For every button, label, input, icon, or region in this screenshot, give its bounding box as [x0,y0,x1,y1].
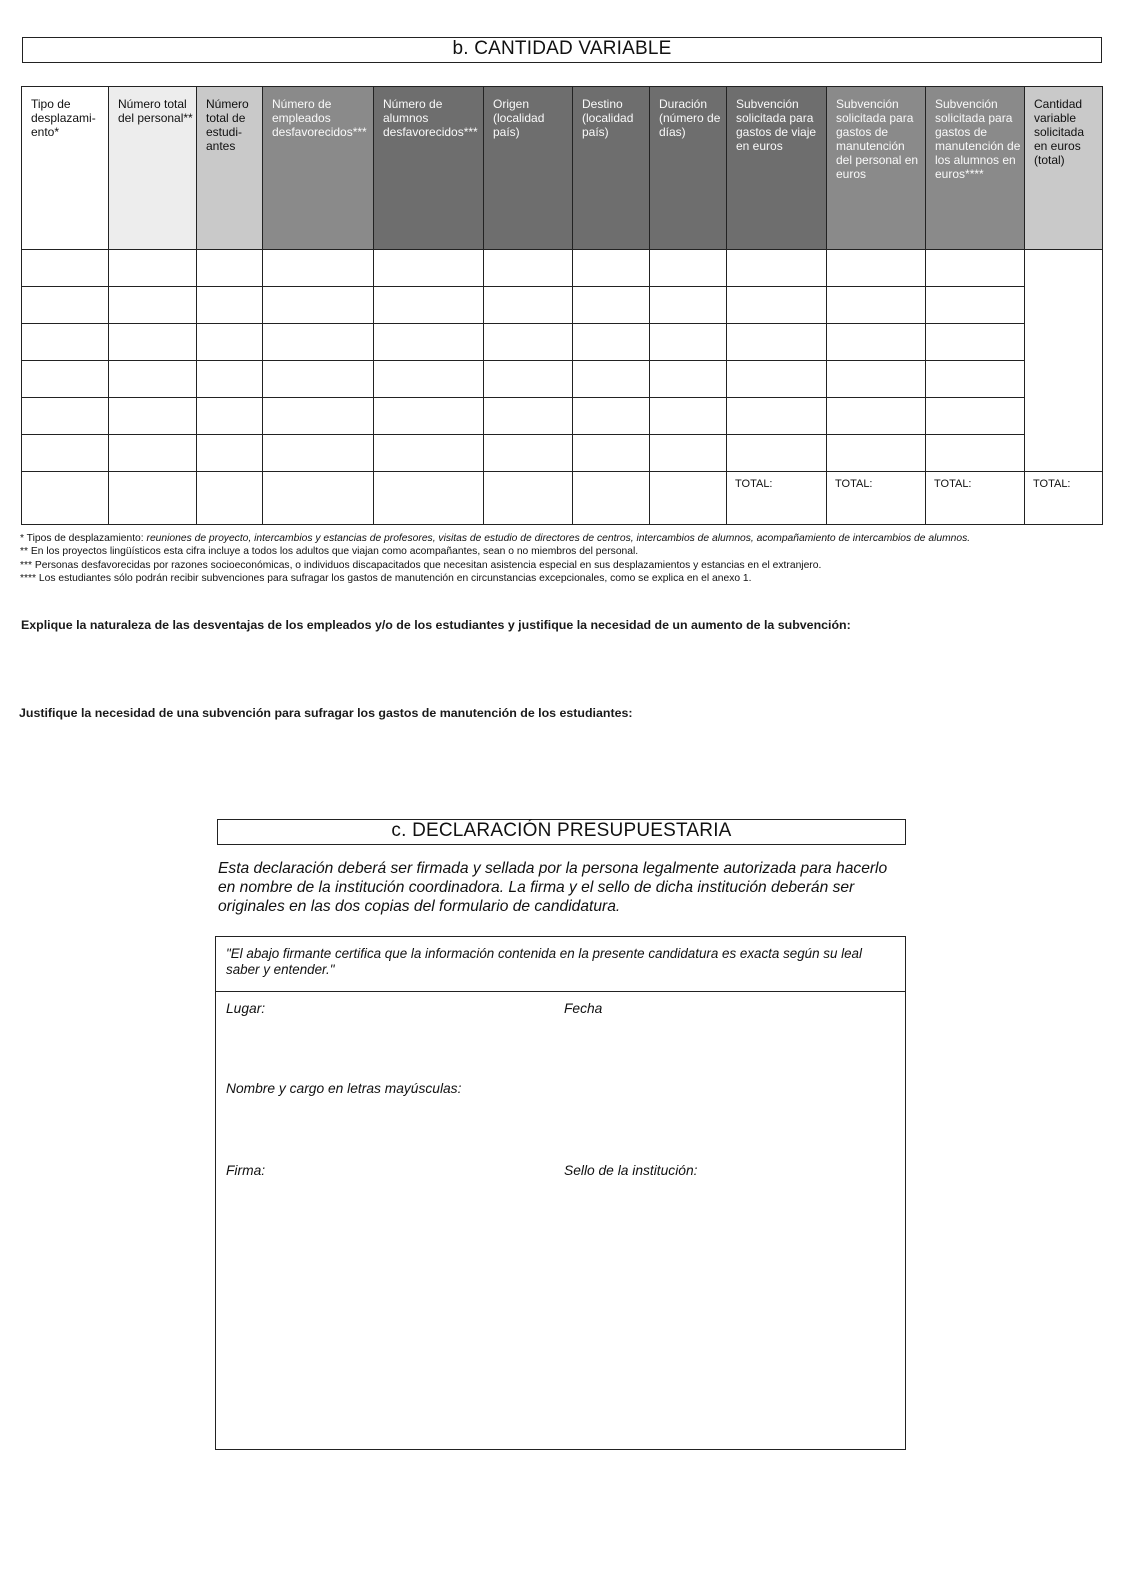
table-cell[interactable] [197,324,263,361]
table-cell[interactable] [727,398,827,435]
table-total-row [22,472,1103,525]
header-trip-type: Tipo de desplazami-ento* [22,87,109,250]
table-cell[interactable] [727,250,827,287]
table-cell[interactable] [22,435,109,472]
institution-stamp-field[interactable]: Sello de la institución: [564,1163,698,1178]
table-cell[interactable] [197,435,263,472]
table-cell[interactable] [484,287,573,324]
header-total-staff: Número total del personal** [109,87,197,250]
table-row [22,398,1103,435]
table-cell[interactable] [573,435,650,472]
table-cell[interactable] [22,472,109,525]
table-cell[interactable] [484,435,573,472]
table-cell[interactable] [926,324,1025,361]
table-cell[interactable] [22,250,109,287]
table-cell[interactable] [727,361,827,398]
table-row [22,435,1103,472]
table-cell[interactable] [573,250,650,287]
table-cell[interactable] [827,324,926,361]
footnote-disadvantaged: *** Personas desfavorecidas por razones socioeconómicas, o individuos discapacitados que necesitan asistencia especial en sus desplazamientos y estancias en el extranjero. [20,559,822,571]
table-cell[interactable] [573,361,650,398]
table-cell[interactable] [22,398,109,435]
table-cell[interactable] [827,398,926,435]
footnote-students: **** Los estudiantes sólo podrán recibir subvenciones para sufragar los gastos de manutención en circunstancias excepcionales, como se explica en el anexo 1. [20,573,752,585]
header-total-students: Número total de estudi-antes [197,87,263,250]
table-cell[interactable] [827,250,926,287]
section-c-title: c. DECLARACIÓN PRESUPUESTARIA [217,819,906,845]
table-cell[interactable] [484,250,573,287]
total-variable-amount[interactable]: TOTAL: [1025,472,1103,525]
maintenance-justification-prompt: Justifique la necesidad de una subvención para sufragar los gastos de manutención de los estudiantes: [19,706,633,720]
table-cell[interactable] [197,361,263,398]
header-travel-grant: Subvención solicitada para gastos de viaje en euros [727,87,827,250]
table-cell[interactable] [926,250,1025,287]
variable-amount-table [21,86,1103,525]
table-cell[interactable] [374,361,484,398]
table-cell[interactable] [109,250,197,287]
table-row [22,287,1103,324]
total-staff-subsistence[interactable]: TOTAL: [827,472,926,525]
declaration-box [215,936,906,1450]
signature-field[interactable]: Firma: [226,1163,266,1178]
header-duration: Duración (número de días) [650,87,727,250]
table-cell[interactable] [727,287,827,324]
table-cell[interactable] [926,435,1025,472]
table-cell[interactable] [727,324,827,361]
table-cell[interactable] [374,472,484,525]
header-student-subsistence-grant: Subvención solicitada para gastos de manutención de los alumnos en euros**** [926,87,1025,250]
table-cell[interactable] [650,250,727,287]
table-cell[interactable] [374,250,484,287]
footnote-text: reuniones de proyecto, intercambios y estancias de profesores, visitas de estudio de directores de centros, intercambios de alumnos, acompañamiento de intercambios de alumnos. [146,533,971,544]
table-cell[interactable] [374,324,484,361]
table-row [22,361,1103,398]
table-cell[interactable] [263,398,374,435]
date-field[interactable]: Fecha [564,1001,603,1016]
table-cell[interactable] [573,287,650,324]
table-header-row [22,87,1103,250]
table-cell[interactable] [484,398,573,435]
variable-total-cell[interactable] [1025,250,1103,472]
header-disadvantaged-staff: Número de empleados desfavorecidos*** [263,87,374,250]
footnotes [20,532,1120,586]
table-cell[interactable] [109,398,197,435]
table-cell[interactable] [197,398,263,435]
table-cell[interactable] [109,324,197,361]
total-student-subsistence[interactable]: TOTAL: [926,472,1025,525]
certification-quote: "El abajo firmante certifica que la información contenida en la presente candidatura es exacta según su leal saber y entender." [226,946,862,977]
header-staff-subsistence-grant: Subvención solicitada para gastos de manutención del personal en euros [827,87,926,250]
table-row [22,250,1103,287]
table-cell[interactable] [484,324,573,361]
table-cell[interactable] [650,398,727,435]
table-cell[interactable] [263,361,374,398]
table-cell[interactable] [109,361,197,398]
name-position-field[interactable]: Nombre y cargo en letras mayúsculas: [226,1081,462,1096]
table-cell[interactable] [263,435,374,472]
table-cell[interactable] [827,361,926,398]
place-field[interactable]: Lugar: [226,1001,266,1016]
table-cell[interactable] [263,250,374,287]
total-travel-grant[interactable]: TOTAL: [727,472,827,525]
table-cell[interactable] [650,435,727,472]
footnote-staff: ** En los proyectos lingüísticos esta cifra incluye a todos los adultos que viajan como acompañantes, sean o no miembros del personal. [20,546,639,558]
divider [216,991,905,992]
table-row [22,324,1103,361]
table-cell[interactable] [109,435,197,472]
table-cell[interactable] [926,398,1025,435]
table-cell[interactable] [263,324,374,361]
header-variable-total: Cantidad variable solicitada en euros (total) [1025,87,1103,250]
table-cell[interactable] [926,361,1025,398]
table-cell[interactable] [573,324,650,361]
table-cell[interactable] [827,435,926,472]
table-cell[interactable] [650,324,727,361]
disadvantages-justification-prompt: Explique la naturaleza de las desventajas de los empleados y/o de los estudiantes y justifique la necesidad de un aumento de la subvención: [21,618,851,632]
footnote-label: * Tipos de desplazamiento: [20,533,144,544]
header-origin: Origen (localidad país) [484,87,573,250]
table-cell[interactable] [484,361,573,398]
table-cell[interactable] [374,287,484,324]
table-cell[interactable] [197,250,263,287]
table-cell[interactable] [650,287,727,324]
section-b-title: b. CANTIDAD VARIABLE [22,37,1102,63]
table-cell[interactable] [926,287,1025,324]
table-cell[interactable] [727,435,827,472]
table-cell[interactable] [650,472,727,525]
table-cell[interactable] [573,472,650,525]
table-cell[interactable] [22,361,109,398]
declaration-intro: Esta declaración deberá ser firmada y sellada por la persona legalmente autorizada para hacerlo en nombre de la institución coordinadora. La firma y el sello de dicha institución deberán ser originales en las dos copias del formulario de candidatura. [218,860,888,915]
table-cell[interactable] [109,472,197,525]
table-cell[interactable] [573,398,650,435]
table-cell[interactable] [197,287,263,324]
table-cell[interactable] [263,472,374,525]
table-cell[interactable] [374,398,484,435]
footnote-trip-types [20,532,1120,545]
table-cell[interactable] [22,287,109,324]
table-cell[interactable] [197,472,263,525]
header-disadvantaged-students: Número de alumnos desfavorecidos*** [374,87,484,250]
table-cell[interactable] [22,324,109,361]
table-cell[interactable] [109,287,197,324]
table-cell[interactable] [263,287,374,324]
table-cell[interactable] [650,361,727,398]
table-cell[interactable] [374,435,484,472]
header-destination: Destino (localidad país) [573,87,650,250]
table-cell[interactable] [827,287,926,324]
table-cell[interactable] [484,472,573,525]
